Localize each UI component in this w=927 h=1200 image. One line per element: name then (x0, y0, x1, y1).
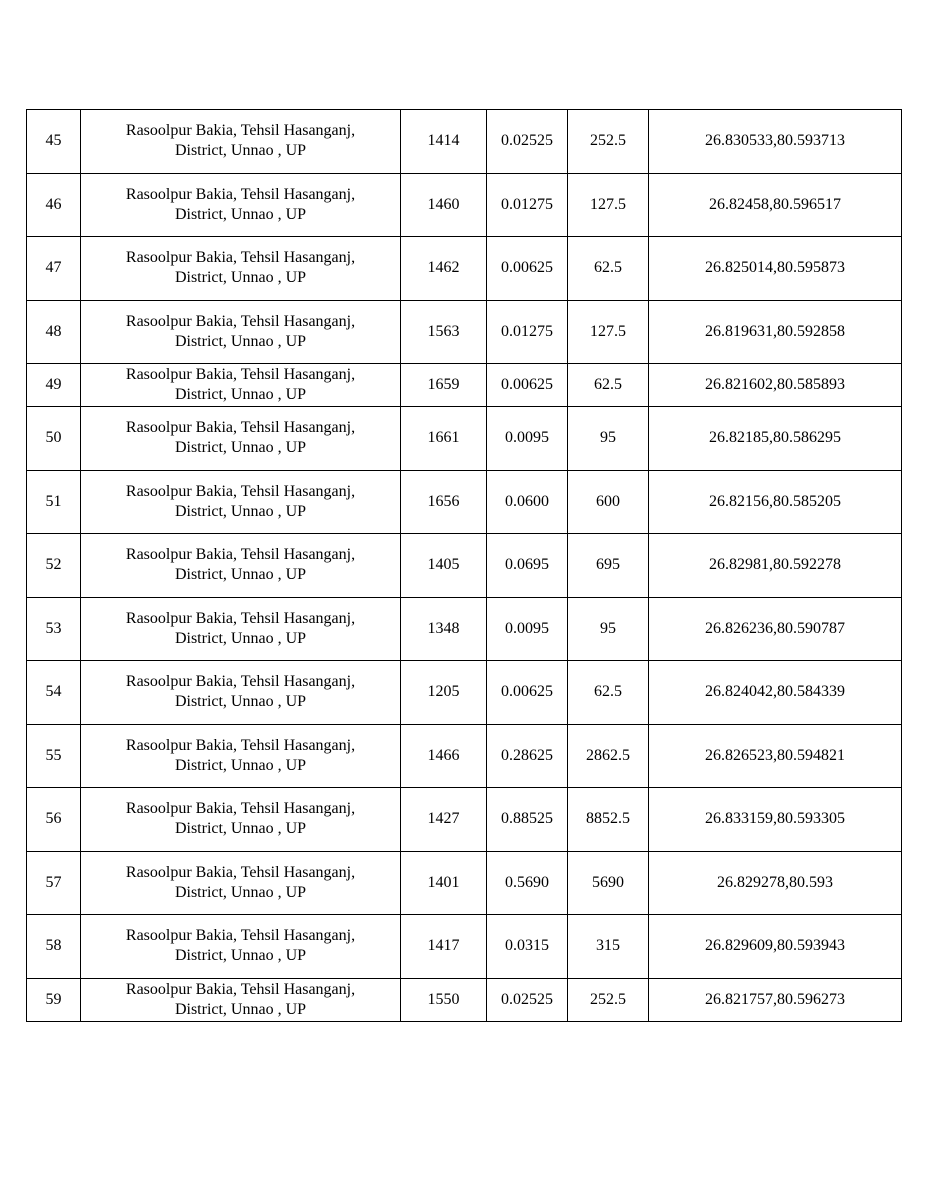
area-hectare-cell: 0.00625 (487, 237, 568, 301)
location-line-2: District, Unnao , UP (174, 386, 307, 403)
area-hectare-cell: 0.01275 (487, 300, 568, 364)
area-hectare-cell: 0.28625 (487, 724, 568, 788)
location-line-2: District, Unnao , UP (174, 269, 307, 287)
plot-number-cell: 1659 (401, 364, 487, 407)
table-row (27, 851, 902, 915)
location-cell (81, 851, 401, 915)
location-line-2: District, Unnao , UP (174, 756, 307, 774)
coordinates-cell: 26.824042,80.584339 (649, 661, 902, 725)
location-line-1: Rasoolpur Bakia, Tehsil Hasanganj, (125, 980, 356, 998)
area-hectare-cell: 0.00625 (487, 364, 568, 407)
table-row (27, 915, 902, 979)
area-hectare-cell: 0.5690 (487, 851, 568, 915)
area-hectare-cell: 0.0095 (487, 597, 568, 661)
coordinates-cell: 26.826523,80.594821 (649, 724, 902, 788)
location-line-2: District, Unnao , UP (174, 820, 307, 838)
area-sqm-cell: 127.5 (568, 300, 649, 364)
serial-number-cell: 53 (27, 597, 81, 661)
plot-number-cell: 1460 (401, 173, 487, 237)
plot-number-cell: 1656 (401, 470, 487, 534)
serial-number-cell: 48 (27, 300, 81, 364)
table-row (27, 300, 902, 364)
table-body (27, 110, 902, 1022)
plot-number-cell: 1661 (401, 407, 487, 471)
area-hectare-cell: 0.0315 (487, 915, 568, 979)
area-sqm-cell: 62.5 (568, 364, 649, 407)
table-row (27, 173, 902, 237)
location-cell (81, 724, 401, 788)
area-sqm-cell: 252.5 (568, 978, 649, 1021)
area-sqm-cell: 95 (568, 597, 649, 661)
location-cell (81, 470, 401, 534)
location-cell (81, 173, 401, 237)
coordinates-cell: 26.82185,80.586295 (649, 407, 902, 471)
serial-number-cell: 51 (27, 470, 81, 534)
serial-number-cell: 47 (27, 237, 81, 301)
area-hectare-cell: 0.02525 (487, 978, 568, 1021)
location-line-1: Rasoolpur Bakia, Tehsil Hasanganj, (125, 609, 356, 627)
location-line-1: Rasoolpur Bakia, Tehsil Hasanganj, (125, 122, 356, 140)
location-line-1: Rasoolpur Bakia, Tehsil Hasanganj, (125, 673, 356, 691)
plot-number-cell: 1550 (401, 978, 487, 1021)
location-line-1: Rasoolpur Bakia, Tehsil Hasanganj, (125, 419, 356, 437)
table-row (27, 364, 902, 407)
plot-number-cell: 1466 (401, 724, 487, 788)
area-sqm-cell: 95 (568, 407, 649, 471)
plot-number-cell: 1348 (401, 597, 487, 661)
location-line-2: District, Unnao , UP (174, 947, 307, 965)
table-row (27, 470, 902, 534)
location-line-2: District, Unnao , UP (174, 883, 307, 901)
area-sqm-cell: 62.5 (568, 237, 649, 301)
serial-number-cell: 54 (27, 661, 81, 725)
serial-number-cell: 45 (27, 110, 81, 174)
location-line-2: District, Unnao , UP (174, 1000, 307, 1018)
serial-number-cell: 56 (27, 788, 81, 852)
location-cell (81, 407, 401, 471)
coordinates-cell: 26.821757,80.596273 (649, 978, 902, 1021)
location-cell (81, 110, 401, 174)
area-hectare-cell: 0.01275 (487, 173, 568, 237)
table-row (27, 407, 902, 471)
location-line-2: District, Unnao , UP (174, 142, 307, 160)
plot-number-cell: 1427 (401, 788, 487, 852)
plot-number-cell: 1414 (401, 110, 487, 174)
coordinates-cell: 26.829609,80.593943 (649, 915, 902, 979)
area-sqm-cell: 600 (568, 470, 649, 534)
location-line-2: District, Unnao , UP (174, 566, 307, 584)
coordinates-cell: 26.821602,80.585893 (649, 364, 902, 407)
location-line-1: Rasoolpur Bakia, Tehsil Hasanganj, (125, 546, 356, 564)
plot-number-cell: 1405 (401, 534, 487, 598)
area-hectare-cell: 0.0095 (487, 407, 568, 471)
location-cell (81, 915, 401, 979)
land-parcel-table (26, 109, 902, 1022)
table-row (27, 978, 902, 1021)
location-line-1: Rasoolpur Bakia, Tehsil Hasanganj, (125, 482, 356, 500)
area-hectare-cell: 0.0600 (487, 470, 568, 534)
location-line-2: District, Unnao , UP (174, 502, 307, 520)
serial-number-cell: 58 (27, 915, 81, 979)
location-line-1: Rasoolpur Bakia, Tehsil Hasanganj, (125, 366, 356, 383)
location-line-1: Rasoolpur Bakia, Tehsil Hasanganj, (125, 312, 356, 330)
table-row (27, 597, 902, 661)
area-sqm-cell: 2862.5 (568, 724, 649, 788)
location-cell (81, 597, 401, 661)
location-cell (81, 364, 401, 407)
coordinates-cell: 26.82156,80.585205 (649, 470, 902, 534)
area-sqm-cell: 695 (568, 534, 649, 598)
plot-number-cell: 1462 (401, 237, 487, 301)
area-sqm-cell: 315 (568, 915, 649, 979)
location-line-2: District, Unnao , UP (174, 332, 307, 350)
location-line-1: Rasoolpur Bakia, Tehsil Hasanganj, (125, 249, 356, 267)
location-line-1: Rasoolpur Bakia, Tehsil Hasanganj, (125, 800, 356, 818)
location-line-1: Rasoolpur Bakia, Tehsil Hasanganj, (125, 736, 356, 754)
plot-number-cell: 1417 (401, 915, 487, 979)
location-line-2: District, Unnao , UP (174, 439, 307, 457)
area-sqm-cell: 8852.5 (568, 788, 649, 852)
table-row (27, 534, 902, 598)
coordinates-cell: 26.82458,80.596517 (649, 173, 902, 237)
location-cell (81, 237, 401, 301)
area-hectare-cell: 0.88525 (487, 788, 568, 852)
serial-number-cell: 46 (27, 173, 81, 237)
serial-number-cell: 52 (27, 534, 81, 598)
location-cell (81, 661, 401, 725)
table-row (27, 110, 902, 174)
area-hectare-cell: 0.0695 (487, 534, 568, 598)
area-sqm-cell: 5690 (568, 851, 649, 915)
table-row (27, 788, 902, 852)
area-hectare-cell: 0.00625 (487, 661, 568, 725)
coordinates-cell: 26.826236,80.590787 (649, 597, 902, 661)
area-hectare-cell: 0.02525 (487, 110, 568, 174)
table-row (27, 661, 902, 725)
location-line-1: Rasoolpur Bakia, Tehsil Hasanganj, (125, 863, 356, 881)
serial-number-cell: 57 (27, 851, 81, 915)
table-row (27, 237, 902, 301)
serial-number-cell: 55 (27, 724, 81, 788)
location-cell (81, 788, 401, 852)
location-line-1: Rasoolpur Bakia, Tehsil Hasanganj, (125, 185, 356, 203)
location-cell (81, 978, 401, 1021)
coordinates-cell: 26.833159,80.593305 (649, 788, 902, 852)
plot-number-cell: 1205 (401, 661, 487, 725)
plot-number-cell: 1563 (401, 300, 487, 364)
serial-number-cell: 59 (27, 978, 81, 1021)
area-sqm-cell: 62.5 (568, 661, 649, 725)
location-cell (81, 534, 401, 598)
location-line-2: District, Unnao , UP (174, 629, 307, 647)
coordinates-cell: 26.829278,80.593 (649, 851, 902, 915)
location-line-2: District, Unnao , UP (174, 693, 307, 711)
location-line-2: District, Unnao , UP (174, 205, 307, 223)
serial-number-cell: 49 (27, 364, 81, 407)
area-sqm-cell: 127.5 (568, 173, 649, 237)
coordinates-cell: 26.82981,80.592278 (649, 534, 902, 598)
serial-number-cell: 50 (27, 407, 81, 471)
area-sqm-cell: 252.5 (568, 110, 649, 174)
table-row (27, 724, 902, 788)
plot-number-cell: 1401 (401, 851, 487, 915)
location-line-1: Rasoolpur Bakia, Tehsil Hasanganj, (125, 927, 356, 945)
coordinates-cell: 26.819631,80.592858 (649, 300, 902, 364)
coordinates-cell: 26.830533,80.593713 (649, 110, 902, 174)
location-cell (81, 300, 401, 364)
coordinates-cell: 26.825014,80.595873 (649, 237, 902, 301)
